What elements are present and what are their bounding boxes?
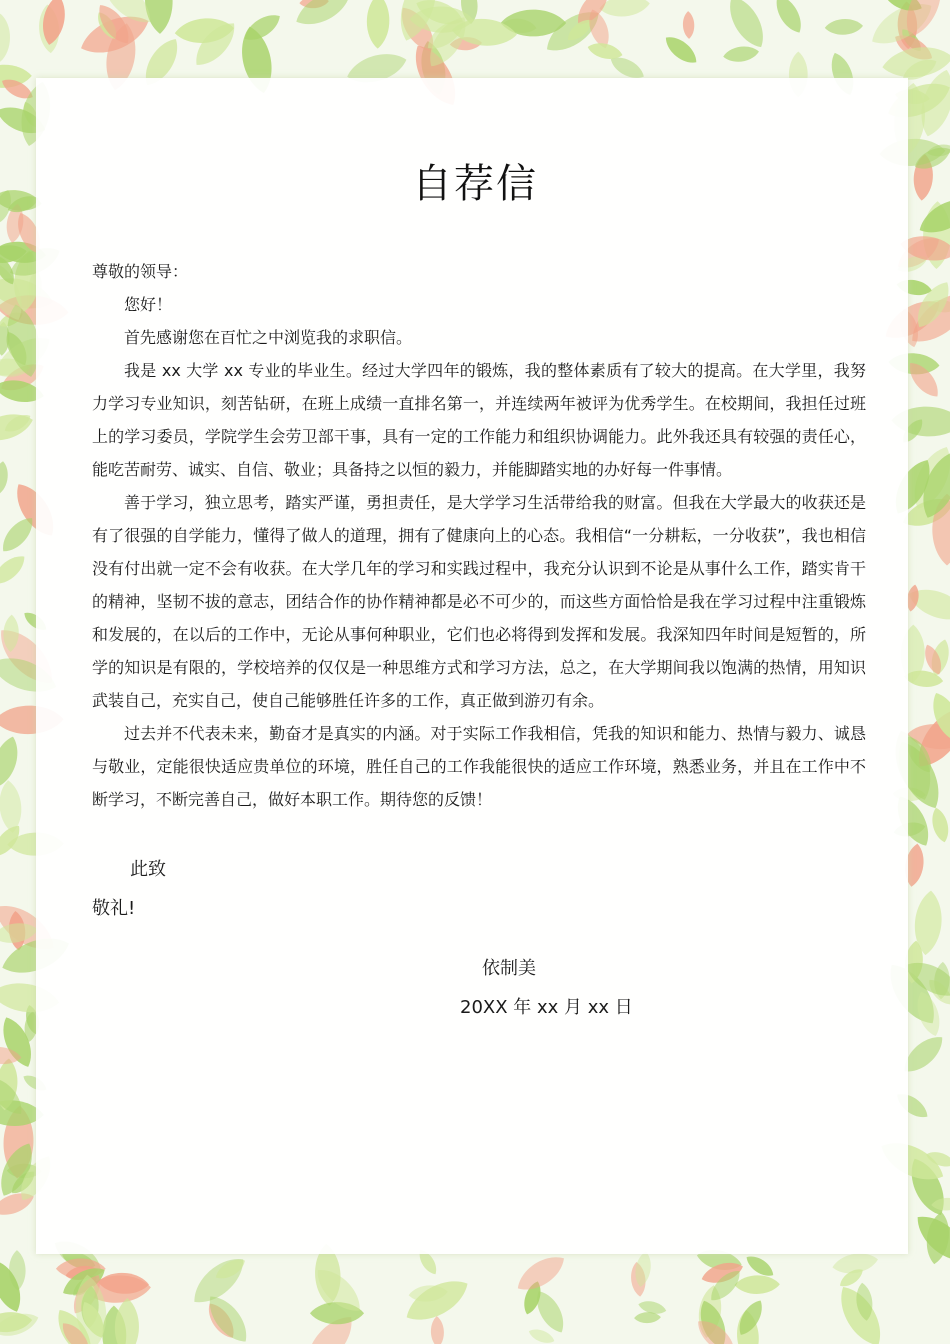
page-title: 自荐信 [412,161,538,207]
letter-body [92,255,866,816]
paragraph-4: 过去并不代表未来，勤奋才是真实的内涵。对于实际工作我相信，凭我的知识和能力、热情与毅力、诚恳与敬业，定能很快适应贵单位的环境，胜任自己的工作我能很快的适应工作环境，熟悉业务，并且在工作中不断学习，不断完善自己，做好本职工作。期待您的反馈！ [92,724,866,809]
greeting: 您好！ [124,295,173,314]
signature-name: 依制美 [482,958,536,979]
paragraph-3: 善于学习，独立思考，踏实严谨，勇担责任，是大学学习生活带给我的财富。但我在大学最大的收获还是有了很强的自学能力，懂得了做人的道理，拥有了健康向上的心态。我相信“一分耕耘，一分收获”，我也相信没有付出就一定不会有收获。在大学几年的学习和实践过程中，我充分认识到不论是从事什么工作，踏实肯干的精神，坚韧不拔的意志，团结合作的协作精神都是必不可少的，而这些方面恰恰是我在学习过程中注重锻炼和发展的，在以后的工作中，无论从事何种职业，它们也必将得到发挥和发展。我深知四年时间是短暂的，所学的知识是有限的，学校培养的仅仅是一种思维方式和学习方法，总之，在大学期间我以饱满的热情，用知识武装自己，充实自己，使自己能够胜任许多的工作，真正做到游刃有余。 [92,493,866,710]
salutation: 尊敬的领导： [92,262,189,281]
closing-line-2: 敬礼! [92,898,136,919]
paragraph-1: 首先感谢您在百忙之中浏览我的求职信。 [124,328,413,347]
closing-line-1: 此致 [130,859,166,880]
signature-date: 20XX 年 xx 月 xx 日 [460,997,633,1018]
paragraph-2: 我是 xx 大学 xx 专业的毕业生。经过大学四年的锻炼，我的整体素质有了较大的提高。在大学里，我努力学习专业知识，刻苦钻研，在班上成绩一直排名第一，并连续两年被评为优秀学生。在校期间，我担任过班上的学习委员，学院学生会劳卫部干事，具有一定的工作能力和组织协调能力。此外我还具有较强的责任心，能吃苦耐劳、诚实、自信、敬业；具备持之以恒的毅力，并能脚踏实地的办好每一件事情。 [92,361,866,479]
